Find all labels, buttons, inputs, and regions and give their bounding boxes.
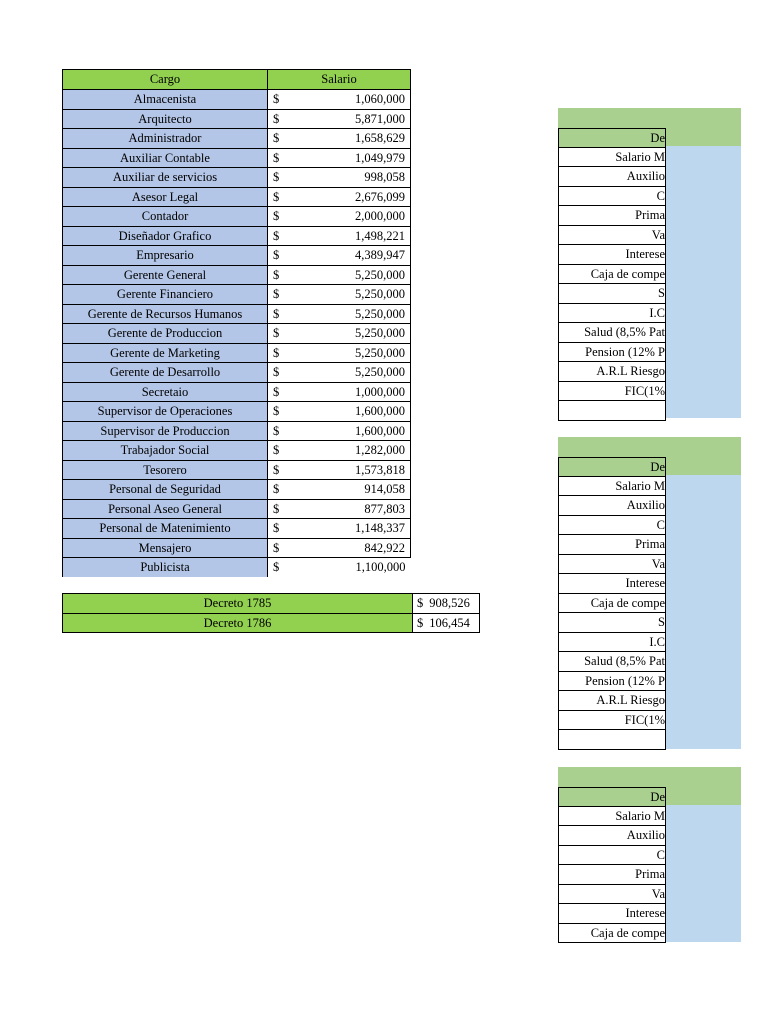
- salario-value: 1,282,000: [355, 443, 405, 458]
- side-table-1: [558, 108, 768, 418]
- currency-symbol: $: [273, 189, 280, 204]
- currency-symbol: $: [273, 92, 280, 107]
- currency-symbol: $: [273, 248, 280, 263]
- side-row[interactable]: [558, 613, 666, 633]
- side-row-label: Va: [651, 227, 665, 242]
- side-row[interactable]: [558, 148, 666, 168]
- side-value-column: [665, 146, 741, 418]
- cargo-cell[interactable]: Gerente Financiero: [63, 285, 268, 305]
- salario-cell[interactable]: [268, 558, 411, 577]
- currency-symbol: $: [273, 287, 280, 302]
- table-row: [63, 90, 411, 110]
- side-row-label: A.R.L Riesgo: [596, 364, 665, 378]
- cargo-cell[interactable]: Tesorero: [63, 460, 268, 480]
- cargo-cell[interactable]: Arquitecto: [63, 109, 268, 129]
- side-rows: [558, 787, 666, 943]
- side-row[interactable]: [558, 807, 666, 827]
- salario-value: 1,000,000: [355, 384, 405, 399]
- salario-cell[interactable]: [268, 402, 411, 422]
- salario-cell[interactable]: [268, 324, 411, 344]
- side-row-label: FIC(1%: [624, 383, 665, 398]
- cargo-cell[interactable]: Auxiliar Contable: [63, 148, 268, 168]
- cargo-cell[interactable]: Administrador: [63, 129, 268, 149]
- currency-symbol: $: [273, 384, 280, 399]
- side-rows: [558, 457, 666, 750]
- decretos-table: [62, 593, 480, 633]
- salario-cell[interactable]: [268, 363, 411, 383]
- table-row: [63, 324, 411, 344]
- table-row: [63, 519, 411, 539]
- table-row: [63, 168, 411, 188]
- side-row[interactable]: [558, 594, 666, 614]
- side-header-text: De: [650, 460, 665, 474]
- side-value-column: [665, 805, 741, 942]
- salario-value: 1,658,629: [355, 131, 405, 146]
- side-header-text: De: [650, 131, 665, 145]
- salary-table: [62, 69, 411, 577]
- table-row: [63, 109, 411, 129]
- side-row[interactable]: [558, 284, 666, 304]
- cargo-cell[interactable]: Gerente de Desarrollo: [63, 363, 268, 383]
- side-row-label: I.C: [649, 634, 665, 649]
- side-row[interactable]: [558, 304, 666, 324]
- table-row: [63, 343, 411, 363]
- currency-symbol: $: [273, 404, 280, 419]
- table-row: [63, 246, 411, 266]
- currency-symbol: $: [273, 423, 280, 438]
- side-row[interactable]: [558, 652, 666, 672]
- cargo-cell[interactable]: Publicista: [63, 558, 268, 577]
- salario-value: 1,060,000: [355, 92, 405, 107]
- decreto-value: 908,526: [429, 596, 470, 611]
- side-row[interactable]: [558, 516, 666, 536]
- salary-header-row: [63, 70, 411, 90]
- salario-value: 2,000,000: [355, 209, 405, 224]
- table-row: [63, 382, 411, 402]
- side-row-label: Salario M: [615, 808, 665, 823]
- decreto-name[interactable]: Decreto 1785: [63, 594, 413, 614]
- salario-cell[interactable]: [268, 285, 411, 305]
- decreto-value-cell[interactable]: [413, 613, 480, 633]
- side-row[interactable]: [558, 633, 666, 653]
- salario-value: 1,148,337: [355, 521, 405, 536]
- currency-symbol: $: [273, 443, 280, 458]
- table-row: [63, 265, 411, 285]
- table-row: [63, 129, 411, 149]
- side-row-label: Salud (8,5% Pat: [584, 325, 665, 339]
- salario-cell[interactable]: [268, 168, 411, 188]
- table-row: [63, 148, 411, 168]
- salario-value: 5,250,000: [355, 287, 405, 302]
- cargo-cell[interactable]: Gerente de Marketing: [63, 343, 268, 363]
- currency-symbol: $: [273, 131, 280, 146]
- salario-cell[interactable]: [268, 421, 411, 441]
- side-row[interactable]: [558, 555, 666, 575]
- salario-cell[interactable]: [268, 480, 411, 500]
- salario-value: 998,058: [364, 170, 405, 185]
- side-row-label: Salario M: [615, 149, 665, 164]
- cargo-cell[interactable]: Trabajador Social: [63, 441, 268, 461]
- decreto-value-cell[interactable]: [413, 594, 480, 614]
- side-row-label: Salud (8,5% Pat: [584, 654, 665, 668]
- salario-value: 877,803: [364, 501, 405, 516]
- side-row-label: Auxilio: [626, 169, 665, 183]
- salario-value: 914,058: [364, 482, 405, 497]
- table-row: [63, 285, 411, 305]
- cargo-cell[interactable]: Gerente General: [63, 265, 268, 285]
- side-row[interactable]: [558, 401, 666, 421]
- salario-cell[interactable]: [268, 187, 411, 207]
- side-row-label: Auxilio: [626, 498, 665, 512]
- decreto-name[interactable]: Decreto 1786: [63, 613, 413, 633]
- cargo-cell[interactable]: Personal Aseo General: [63, 499, 268, 519]
- side-row-label: Pension (12% P: [585, 344, 665, 359]
- side-rows: [558, 128, 666, 421]
- side-row[interactable]: [558, 187, 666, 207]
- salario-cell[interactable]: [268, 129, 411, 149]
- cargo-cell[interactable]: Contador: [63, 207, 268, 227]
- side-row[interactable]: [558, 730, 666, 750]
- salario-cell[interactable]: [268, 265, 411, 285]
- currency-symbol: $: [273, 482, 280, 497]
- side-header-label[interactable]: [558, 128, 666, 148]
- salario-value: 1,600,000: [355, 423, 405, 438]
- side-row-label: Prima: [635, 867, 665, 881]
- salario-value: 1,573,818: [355, 462, 405, 477]
- side-row[interactable]: [558, 924, 666, 944]
- side-row-label: I.C: [649, 305, 665, 320]
- side-table-2: [558, 437, 768, 749]
- side-row-label: C: [656, 517, 665, 532]
- currency-symbol: $: [417, 615, 424, 630]
- side-row[interactable]: [558, 885, 666, 905]
- salario-cell[interactable]: [268, 109, 411, 129]
- side-row-label: S: [658, 615, 665, 629]
- salario-value: 5,250,000: [355, 345, 405, 360]
- table-row: [63, 538, 411, 558]
- cargo-cell[interactable]: Empresario: [63, 246, 268, 266]
- side-row-label: Auxilio: [626, 828, 665, 842]
- decreto-row: [63, 594, 480, 614]
- side-row-label: Caja de compe: [590, 266, 665, 281]
- side-table-3: [558, 767, 768, 942]
- currency-symbol: $: [273, 209, 280, 224]
- table-row: [63, 187, 411, 207]
- salario-value: 5,871,000: [355, 111, 405, 126]
- currency-symbol: $: [273, 150, 280, 165]
- side-row-label: A.R.L Riesgo: [596, 693, 665, 707]
- table-row: [63, 207, 411, 227]
- salario-cell[interactable]: [268, 207, 411, 227]
- side-row-label: FIC(1%: [624, 712, 665, 727]
- side-header-text: De: [650, 790, 665, 804]
- side-row[interactable]: [558, 323, 666, 343]
- side-row[interactable]: [558, 691, 666, 711]
- side-row[interactable]: [558, 865, 666, 885]
- salario-cell[interactable]: [268, 246, 411, 266]
- cargo-cell[interactable]: Almacenista: [63, 90, 268, 110]
- salario-value: 1,600,000: [355, 404, 405, 419]
- currency-symbol: $: [417, 596, 424, 611]
- header-salario[interactable]: Salario: [268, 70, 411, 90]
- salario-value: 842,922: [364, 540, 405, 555]
- salario-cell[interactable]: [268, 519, 411, 539]
- cargo-cell[interactable]: Supervisor de Produccion: [63, 421, 268, 441]
- salario-cell[interactable]: [268, 538, 411, 558]
- side-row[interactable]: [558, 477, 666, 497]
- salario-cell[interactable]: [268, 226, 411, 246]
- salario-cell[interactable]: [268, 499, 411, 519]
- side-row-label: Pension (12% P: [585, 673, 665, 688]
- table-row: [63, 402, 411, 422]
- side-row[interactable]: [558, 245, 666, 265]
- table-row: [63, 460, 411, 480]
- currency-symbol: $: [273, 345, 280, 360]
- currency-symbol: $: [273, 170, 280, 185]
- side-row[interactable]: [558, 496, 666, 516]
- salario-value: 1,049,979: [355, 150, 405, 165]
- cargo-cell[interactable]: Auxiliar de servicios: [63, 168, 268, 188]
- cargo-cell[interactable]: Gerente de Recursos Humanos: [63, 304, 268, 324]
- decreto-row: [63, 613, 480, 633]
- side-row[interactable]: [558, 574, 666, 594]
- cargo-cell[interactable]: Supervisor de Operaciones: [63, 402, 268, 422]
- side-row[interactable]: [558, 535, 666, 555]
- salario-value: 5,250,000: [355, 326, 405, 341]
- table-row: [63, 304, 411, 324]
- currency-symbol: $: [273, 326, 280, 341]
- decreto-value: 106,454: [429, 615, 470, 630]
- salario-value: 5,250,000: [355, 267, 405, 282]
- side-row[interactable]: [558, 672, 666, 692]
- side-row-label: C: [656, 847, 665, 862]
- salario-cell[interactable]: [268, 304, 411, 324]
- side-row-label: S: [658, 286, 665, 300]
- side-row-label: Caja de compe: [590, 925, 665, 940]
- cargo-cell[interactable]: Personal de Seguridad: [63, 480, 268, 500]
- side-row-label: Caja de compe: [590, 595, 665, 610]
- currency-symbol: $: [273, 540, 280, 555]
- currency-symbol: $: [273, 306, 280, 321]
- salario-cell[interactable]: [268, 441, 411, 461]
- cargo-cell[interactable]: Personal de Matenimiento: [63, 519, 268, 539]
- currency-symbol: $: [273, 560, 280, 575]
- currency-symbol: $: [273, 462, 280, 477]
- side-row[interactable]: [558, 362, 666, 382]
- salario-cell[interactable]: [268, 382, 411, 402]
- side-header-label[interactable]: [558, 457, 666, 477]
- table-row: [63, 480, 411, 500]
- currency-symbol: $: [273, 111, 280, 126]
- cargo-cell[interactable]: Mensajero: [63, 538, 268, 558]
- currency-symbol: $: [273, 365, 280, 380]
- side-row-label: Salario M: [615, 478, 665, 493]
- side-row[interactable]: [558, 167, 666, 187]
- table-row: [63, 226, 411, 246]
- table-row: [63, 421, 411, 441]
- side-row-label: Prima: [635, 537, 665, 551]
- table-row: [63, 363, 411, 383]
- side-row-label: C: [656, 188, 665, 203]
- side-row-label: Interese: [625, 906, 665, 920]
- salario-value: 1,100,000: [355, 560, 406, 575]
- side-row-label: Interese: [625, 247, 665, 261]
- salario-value: 5,250,000: [355, 306, 405, 321]
- salario-cell[interactable]: [268, 90, 411, 110]
- side-row[interactable]: [558, 846, 666, 866]
- side-row-label: Va: [651, 886, 665, 901]
- side-row[interactable]: [558, 826, 666, 846]
- side-header-label[interactable]: [558, 787, 666, 807]
- side-row-label: Va: [651, 556, 665, 571]
- table-row: [63, 499, 411, 519]
- salario-cell[interactable]: [268, 148, 411, 168]
- side-row[interactable]: [558, 711, 666, 731]
- salario-cell[interactable]: [268, 460, 411, 480]
- salario-value: 5,250,000: [355, 365, 405, 380]
- cargo-cell[interactable]: Asesor Legal: [63, 187, 268, 207]
- side-row[interactable]: [558, 265, 666, 285]
- salario-value: 4,389,947: [355, 248, 405, 263]
- salario-cell[interactable]: [268, 343, 411, 363]
- side-row-label: Interese: [625, 576, 665, 590]
- header-cargo[interactable]: Cargo: [63, 70, 268, 90]
- table-row: [63, 558, 411, 577]
- currency-symbol: $: [273, 521, 280, 536]
- cargo-cell[interactable]: Secretaio: [63, 382, 268, 402]
- salario-value: 2,676,099: [355, 189, 405, 204]
- side-value-column: [665, 475, 741, 749]
- cargo-cell[interactable]: Diseñador Grafico: [63, 226, 268, 246]
- side-row[interactable]: [558, 206, 666, 226]
- table-row: [63, 441, 411, 461]
- side-row[interactable]: [558, 904, 666, 924]
- currency-symbol: $: [273, 501, 280, 516]
- side-row[interactable]: [558, 343, 666, 363]
- currency-symbol: $: [273, 228, 280, 243]
- salario-value: 1,498,221: [355, 228, 405, 243]
- side-row-label: Prima: [635, 208, 665, 222]
- cargo-cell[interactable]: Gerente de Produccion: [63, 324, 268, 344]
- currency-symbol: $: [273, 267, 280, 282]
- side-row[interactable]: [558, 226, 666, 246]
- side-row[interactable]: [558, 382, 666, 402]
